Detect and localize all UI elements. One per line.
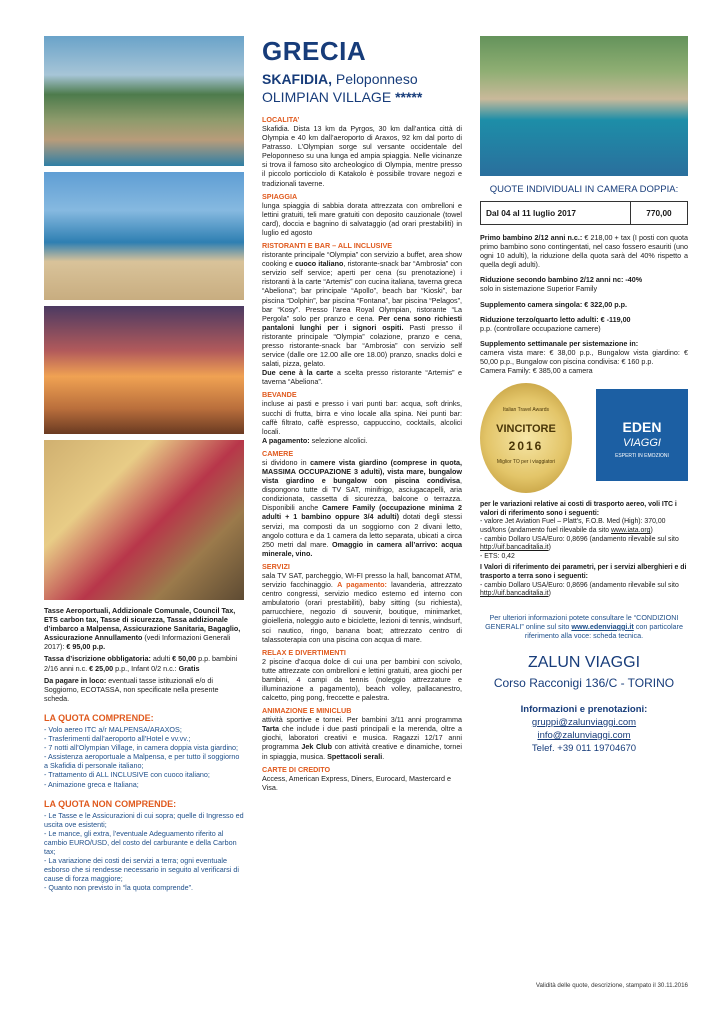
variazioni-ets: - ETS: 0,42 (480, 552, 515, 560)
resort-name: OLIMPIAN VILLAGE (262, 89, 392, 105)
camere-highlight-1: camere vista giardino (comprese in quota, MASSIMA OCCUPAZIONE 3 adulti), vista mare, bungalow vista giardino e bungalow con piscina condivisa (262, 457, 462, 486)
middle-column (262, 36, 462, 792)
camere-highlight-3: Omaggio in camera all’arrivo: acqua minerale, vino. (262, 539, 462, 558)
eden-sub: VIAGGI (623, 437, 661, 450)
riduzione-2-note (480, 275, 688, 293)
page-title: GRECIA (262, 36, 367, 66)
variazioni-title: per le variazioni relative ai costi di trasporto aereo, voli ITC i valori di riferimento sono i seguenti: (480, 501, 677, 517)
pagare-text: eventuali tasse istituzionali e/o di Soggiorno, ECOTASSA, non specificate nella presente scheda. (44, 675, 219, 703)
animazione-highlight-3: Spettacoli serali (327, 751, 383, 761)
iscrizione-text-3: p.p., Infant 0/2 n.c.: (113, 663, 179, 673)
animazione-text (262, 715, 462, 760)
eden-tagline: ESPERTI IN EMOZIONI (615, 453, 669, 460)
variazioni-block (480, 501, 688, 599)
section-title: SPIAGGIA (262, 191, 298, 201)
location-region: Peloponneso (335, 71, 418, 87)
section-title: LOCALITA’ (262, 115, 300, 124)
tasse-label: Tasse Aeroportuali, Addizionale Comunale, Council Tax, ETS carbon tax, Tasse di sicurezza, Tassa addizionale d’imbarco a Malpensa, Assicurazione Sanitaria, Bagaglio, Assicurazione Annullamento (44, 606, 241, 643)
pagare-in-loco (44, 676, 244, 703)
pagare-label: Da pagare in loco: (44, 675, 107, 685)
settimanale-note (480, 339, 688, 375)
quote-period: Dal 04 al 11 luglio 2017 (481, 202, 631, 225)
bevande-body: incluse ai pasti e presso i vari punti bar: acqua, soft drinks, succhi di frutta, birra e vino locale alla spina. Nei punti bar: caffè filtrato, caffè espresso, cappuccino, cocktails, alcolici locali. (262, 399, 462, 436)
camere-text-1: si dividono in (262, 457, 311, 467)
servizi-text-1: sala TV SAT, parcheggio, WI-FI presso la hall, bancomat ATM, servizio facchinaggio. (262, 570, 462, 590)
list-item: - Trattamento di ALL INCLUSIVE con cuoco italiano; (44, 770, 210, 780)
ristoranti-text-4: a scelta presso ristorante “Artemis” e taverna “Abeliona”. (262, 368, 463, 387)
beach-photo (44, 172, 244, 300)
non-comprende-title: LA QUOTA NON COMPRENDE: (44, 798, 177, 809)
list-item: - Trasferimenti dall’aeroporto all’Hotel e vv.vv.; (44, 734, 191, 744)
comprende-list (44, 725, 244, 789)
camere-text-3: dotati degli stessi servizi, ma composti da un soggiorno con 2 divani letto, angolo cottura e da 1 camera da letto separata, ubicati a circa 250 metri dal mare. (262, 512, 462, 549)
list-item: - Le Tasse e le Assicurazioni di cui sopra; quelle di Ingresso ed uscita ove esistenti; (44, 810, 244, 829)
email-link-info[interactable]: info@zalunviaggi.com (537, 730, 631, 742)
resort-aerial-photo-right (480, 36, 688, 176)
list-item: - Assistenza aeroportuale a Malpensa, e per tutto il soggiorno a Skafidia di personale italiano; (44, 752, 240, 771)
variazioni-cambio-text: - cambio Dollaro USA/Euro: 0,8696 (andamento rilevabile sul sito (480, 535, 679, 543)
comprende-title: LA QUOTA COMPRENDE: (44, 712, 154, 723)
riduzione-2-label: Riduzione secondo bambino 2/12 anni nc: -40% (480, 275, 643, 285)
iscrizione-price-child: € 25,00 (89, 663, 114, 673)
ristoranti-text-3: Pasti presso il ristorante principale “Olympia” colazione, pranzo e cena, presso ristorante-snack bar “Ambrosia” con servizio self service (dalle ore 12.00 alle ore 18.00) pranzo, snacks dolci e salati, pizza, gelato. (262, 322, 462, 369)
carte-text: Access, American Express, Diners, Eurocard, Mastercard e Visa. (262, 773, 451, 792)
list-item: - 7 notti all’Olympian Village, in camera doppia vista giardino; (44, 743, 239, 753)
quote-price: 770,00 (631, 202, 688, 225)
variazioni-cambio-end: ) (548, 544, 551, 552)
ristoranti-highlight-3: Due cene à la carte (262, 368, 334, 378)
settimanale-label: Supplemento settimanale per sistemazione in: (480, 338, 639, 348)
right-column (480, 36, 688, 754)
servizi-text (262, 571, 462, 644)
ristoranti-text-1: ristorante principale “Olympia” con servizio a buffet, area show cooking e (262, 250, 462, 269)
bambino-note (480, 233, 688, 269)
ristoranti-highlight-1: cuoco italiano (294, 259, 344, 269)
list-item: - Quanto non previsto in “la quota comprende”. (44, 883, 194, 893)
variazioni-fuel (480, 518, 688, 535)
animazione-highlight-1: Tarta (262, 724, 280, 734)
edenviaggi-link[interactable]: www.edenviaggi.it (571, 621, 634, 631)
iscrizione-infant-free: Gratis (178, 663, 200, 673)
animazione-highlight-2: Jek Club (301, 742, 332, 752)
agency-block (480, 654, 688, 754)
valori-title: I Valori di riferimento dei parametri, per i servizi alberghieri e di trasporto a terra sono i seguenti: (480, 564, 687, 580)
iscrizione-info (44, 654, 244, 672)
logo-row (480, 383, 688, 493)
list-item: - Le mance, gli extra, l’eventuale Adeguamento riferito al cambio EURO/USD, del costo del carburante e della Carbon tax; (44, 828, 237, 856)
valori-cambio (480, 582, 688, 599)
hotel-room-photo (44, 440, 244, 600)
location-line (262, 71, 462, 87)
list-item: - La variazione dei costi dei servizi a terra; ogni eventuale esborso che si rendesse necessario in seguito al verificarsi di cause di forza maggiore; (44, 856, 239, 884)
vincitore-award-logo (480, 383, 572, 493)
terzo-label: Riduzione terzo/quarto letto adulti: € -119,00 (480, 314, 631, 324)
tasse-note: (vedi Informazioni Generali 2017): (44, 633, 231, 652)
ristoranti-text-2: , ristorante-snack bar “Ambrosia” con servizio self service; aperti per cena (su prenotazione) i ristoranti à la carte “Artemis” con cucina italiana, taverna greca “Abeliona”; bar principale “Apollo”, beach bar “Kioski”, bar piscina “Dolphin”, bar piscina “Fontana”, bar piscina “Pelagos”, bar “Kosy”. Presso l’area Royal Olympian, ristorante “La Pergola” solo per pranzo e cena. (262, 259, 462, 323)
quote-title: QUOTE INDIVIDUALI IN CAMERA DOPPIA: (489, 184, 679, 195)
bevande-text (262, 399, 462, 444)
camere-text (262, 458, 462, 558)
non-comprende-list (44, 811, 244, 893)
animazione-text-2: che include i due pasti principali e la merenda, oltre a giochi, laboratori creativi e musica. Ragazzi 12/17 anni programma (262, 724, 462, 752)
iscrizione-label: Tassa d’iscrizione obbligatoria: (44, 654, 151, 664)
eden-name: EDEN (622, 419, 662, 436)
localita-text: Skafidia. Dista 13 km da Pyrgos, 30 km dall’antica città di Olympia e 40 km dall’aeroporto di Araxos, 92 km dal porto di Patrasso. L’Olympian sorge sul versante occidentale del Peloponneso su una lunga ed ampia spiaggia. Nelle vicinanze si trova il famoso sito archeologico di Olympia, mentre presso il piccolo porticciolo di Katakolo è possibile trovare negozi e tradizionali taverne. (262, 124, 462, 188)
ristoranti-text (262, 250, 462, 386)
iscrizione-text: adulti (150, 654, 173, 664)
relax-text: 2 piscine d’acqua dolce di cui una per bambini con scivolo, tutte attrezzate con ombrelloni e lettini gratuiti, area giochi per bambini, 4 campi da tennis (noleggio attrezzature e illuminazione a pagamento), beach volley, pallacanestro, calcetto, ping pong, freccette e palestra. (262, 656, 462, 703)
bambino-text: € 218,00 + tax (I posti con quota primo bambino sono contingentati, nel caso fossero esauriti (uno ogni 10 adulti), la riduzione della quota sarà del 40% rispetto a quella degli adulti). (480, 233, 688, 270)
bevande-pay-label: A pagamento: (262, 435, 310, 445)
section-title: CARTE DI CREDITO (262, 764, 331, 774)
valori-cambio-end: ) (548, 590, 551, 598)
agency-address: Corso Racconigi 136/C - TORINO (493, 676, 675, 691)
animazione-text-1: attività sportive e tornei. Per bambini 3/11 anni programma (262, 715, 462, 725)
agency-phone: Telef. +39 011 19704670 (531, 743, 637, 755)
quote-table (480, 201, 688, 225)
award-top-text: Italian Travel Awards (502, 407, 550, 414)
table-row (481, 202, 688, 225)
email-link-gruppi[interactable]: gruppi@zalunviaggi.com (531, 717, 637, 729)
section-title: CAMERE (262, 448, 294, 458)
camere-text-2: , dispongono tutte di TV SAT, minifrigo, asciugacapelli, aria condizionata, cassetta di sicurezza, balcone o terrazza. Disponibili anche (262, 476, 462, 513)
validity-note: Validità delle quote, descrizione, stampato il 30.11.2016 (535, 982, 688, 989)
bevande-pay-text: selezione alcolici. (309, 435, 368, 445)
bancaditalia-link[interactable]: http://uif.bancaditalia.it (480, 544, 549, 552)
variazioni-fuel-end: ) (650, 527, 653, 534)
section-title: ANIMAZIONE E MINICLUB (262, 706, 352, 716)
riduzione-2-text: solo in sistemazione Superior Family (480, 284, 598, 294)
star-rating: ***** (395, 89, 423, 105)
camere-highlight-2: Camere Family (occupazione minima 2 adulti + 1 bambino oppure 3/4 adulti) (262, 503, 462, 522)
animazione-text-4: . (382, 751, 385, 761)
iscrizione-price-adult: € 50,00 (172, 654, 197, 664)
left-column (44, 36, 244, 892)
list-item: - Volo aereo ITC a/r MALPENSA/ARAXOS; (44, 724, 182, 734)
tasse-info (44, 606, 244, 651)
bancaditalia-link-2[interactable]: http://uif.bancaditalia.it (480, 590, 549, 598)
section-title: BEVANDE (262, 390, 297, 400)
servizi-pay-label: A pagamento: (337, 580, 387, 590)
spiaggia-text: lunga spiaggia di sabbia dorata attrezzata con ombrelloni e lettini gratuiti, teli mare gratuiti con deposito cauzionale (towel card), doccia e bagnino di salvataggio (ad orari prestabiliti) in luglio ed agosto (262, 200, 462, 237)
agency-name: ZALUN VIAGGI (527, 654, 641, 672)
animazione-text-3: con attività creative e dinamiche, tornei in spiaggia, musica. (262, 742, 462, 761)
list-item: - Animazione greca e Italiana; (44, 779, 139, 789)
contact-label: Informazioni e prenotazioni: (520, 704, 648, 716)
ristoranti-highlight-2: Per cena sono richiesti pantaloni lunghi per i signori ospiti. (262, 313, 462, 332)
award-year: 2016 (508, 439, 544, 454)
award-title: VINCITORE (496, 423, 556, 436)
eden-viaggi-logo (596, 389, 688, 481)
iscrizione-text-2: p.p. bambini 2/16 anni n.c. (44, 654, 238, 673)
servizi-text-2: lavanderia, attrezzato centro congressi, servizio medico esterno ed interno con ambulatorio (orari prestabiliti), baby sitting (su richiesta), parrucchiere, negozio di souvenir, boutique, minimarket, gioielleria, noleggio auto e biciclette, lezioni di tennis, windsurf, sci nautico, ringo, banana boat; attrezzato centro di talassoterapia con una piscina con acqua di mare. (262, 580, 463, 644)
terzo-text: p.p. (controllare occupazione camere) (480, 323, 601, 333)
resort-aerial-photo (44, 36, 244, 166)
condizioni-note (480, 613, 688, 640)
condizioni-text-2: con particolare riferimento alla voce: scheda tecnica. (524, 621, 683, 640)
resort-line (262, 89, 462, 105)
variazioni-cambio (480, 536, 688, 553)
sunset-beach-bed-photo (44, 306, 244, 434)
terzo-note (480, 315, 688, 333)
bambino-label: Primo bambino 2/12 anni n.c.: (480, 233, 583, 242)
section-title: RELAX E DIVERTIMENTI (262, 647, 346, 657)
family-text: Camera Family: € 385,00 a camera (480, 366, 593, 376)
section-title: SERVIZI (262, 561, 290, 571)
tasse-price: € 95,00 p.p. (66, 642, 106, 652)
award-subtitle: Miglior TO per i viaggiatori (496, 459, 556, 466)
location-name: SKAFIDIA, (262, 71, 332, 87)
iata-link[interactable]: www.iata.org (611, 527, 651, 534)
settimanale-text: camera vista mare: € 38,00 p.p., Bungalow vista giardino: € 50,00 p.p., Bungalow con piscina condivisa: € 160 p.p. (480, 347, 688, 367)
variazioni-fuel-text: - valore Jet Aviation Fuel – Platt’s, F.O.B. Med (High): 370,00 usd/tons (andamento fuel rilevabile da sito (480, 518, 666, 534)
singola-note: Supplemento camera singola: € 322,00 p.p. (480, 299, 627, 309)
condizioni-text-1: Per ulteriori informazioni potete consultare le “CONDIZIONI GENERALI” online sul sito (485, 612, 679, 631)
valori-cambio-text: - cambio Dollaro USA/Euro: 0,8696 (andamento rilevabile sul sito (480, 581, 679, 589)
section-title: RISTORANTI E BAR – ALL INCLUSIVE (262, 241, 393, 251)
